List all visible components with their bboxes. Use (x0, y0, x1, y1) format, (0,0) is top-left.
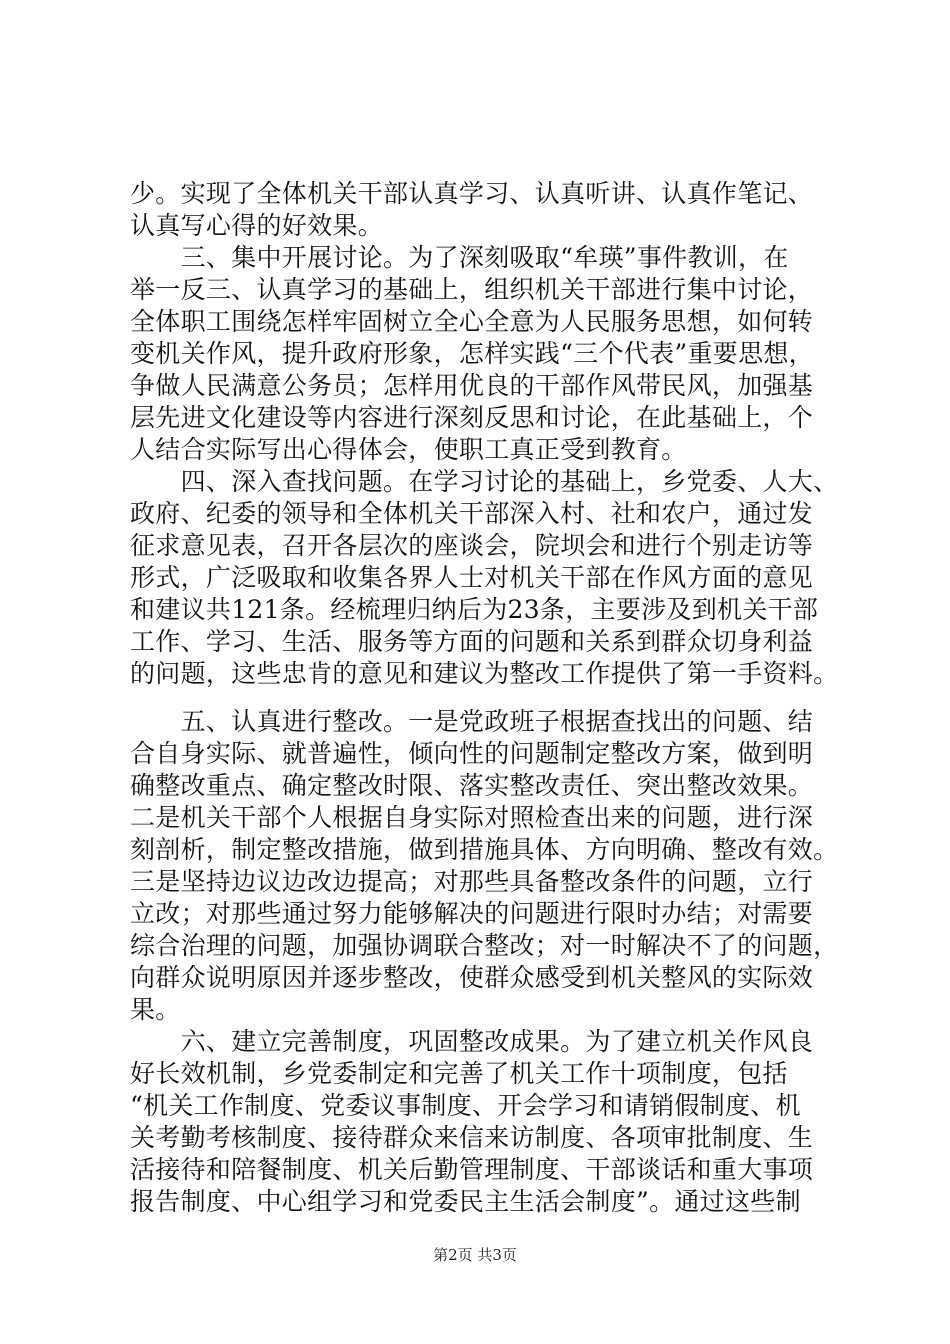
text-line: 少。实现了全体机关干部认真学习、认真听讲、认真作笔记、 (130, 179, 814, 208)
text-line: 人结合实际写出心得体会，使职工真正受到教育。 (130, 435, 687, 464)
text-line: 好长效机制，乡党委制定和完善了机关工作十项制度，包括 (130, 1059, 788, 1088)
text-line: 全体职工围绕怎样牢固树立全心全意为人民服务思想，如何转 (130, 307, 814, 336)
text-line: 举一反三、认真学习的基础上，组织机关干部进行集中讨论， (130, 275, 814, 304)
text-line: 六、建立完善制度，巩固整改成果。为了建立机关作风良 (130, 1027, 814, 1056)
text-line: 政府、纪委的领导和全体机关干部深入村、社和农户，通过发 (130, 499, 814, 528)
text-line: 五、认真进行整改。一是党政班子根据查找出的问题、结 (130, 707, 814, 736)
text-line: 认真写心得的好效果。 (130, 211, 384, 240)
text-line: 层先进文化建设等内容进行深刻反思和讨论，在此基础上，个 (130, 403, 814, 432)
text-line: 争做人民满意公务员；怎样用优良的干部作风带民风，加强基 (130, 371, 814, 400)
text-line: 形式，广泛吸取和收集各界人士对机关干部在作风方面的意见 (130, 563, 814, 592)
text-line: 的问题，这些忠肯的意见和建议为整改工作提供了第一手资料。 (130, 659, 839, 688)
text-line: 合自身实际、就普遍性，倾向性的问题制定整改方案，做到明 (130, 739, 814, 768)
text-line: 刻剖析，制定整改措施，做到措施具体、方向明确、整改有效。 (130, 835, 839, 864)
text-line: 活接待和陪餐制度、机关后勤管理制度、干部谈话和重大事项 (130, 1155, 814, 1184)
text-line: 三、集中开展讨论。为了深刻吸取“牟瑛”事件教训，在 (130, 243, 789, 272)
text-line: 征求意见表，召开各层次的座谈会，院坝会和进行个别走访等 (130, 531, 814, 560)
text-line: 三是坚持边议边改边提高；对那些具备整改条件的问题，立行 (130, 867, 814, 896)
text-line: 综合治理的问题，加强协调联合整改；对一时解决不了的问题， (130, 931, 839, 960)
text-line: 四、深入查找问题。在学习讨论的基础上，乡党委、人大、 (130, 467, 839, 496)
text-line: 关考勤考核制度、接待群众来信来访制度、各项审批制度、生 (130, 1123, 814, 1152)
text-line: 向群众说明原因并逐步整改，使群众感受到机关整风的实际效 (130, 963, 814, 992)
text-line: 确整改重点、确定整改时限、落实整改责任、突出整改效果。 (130, 771, 814, 800)
text-line: 立改；对那些通过努力能够解决的问题进行限时办结；对需要 (130, 899, 814, 928)
text-line: 果。 (130, 995, 181, 1024)
text-line: “机关工作制度、党委议事制度、开会学习和请销假制度、机 (130, 1091, 801, 1120)
page-footer: 第2页 共3页 (433, 1246, 517, 1264)
text-line: 变机关作风，提升政府形象，怎样实践“三个代表”重要思想， (130, 339, 814, 368)
text-line: 工作、学习、生活、服务等方面的问题和关系到群众切身利益 (130, 627, 814, 656)
text-line: 报告制度、中心组学习和党委民主生活会制度”。通过这些制 (130, 1187, 801, 1216)
text-line: 和建议共121条。经梳理归纳后为23条，主要涉及到机关干部 (130, 595, 819, 624)
text-line: 二是机关干部个人根据自身实际对照检查出来的问题，进行深 (130, 803, 814, 832)
